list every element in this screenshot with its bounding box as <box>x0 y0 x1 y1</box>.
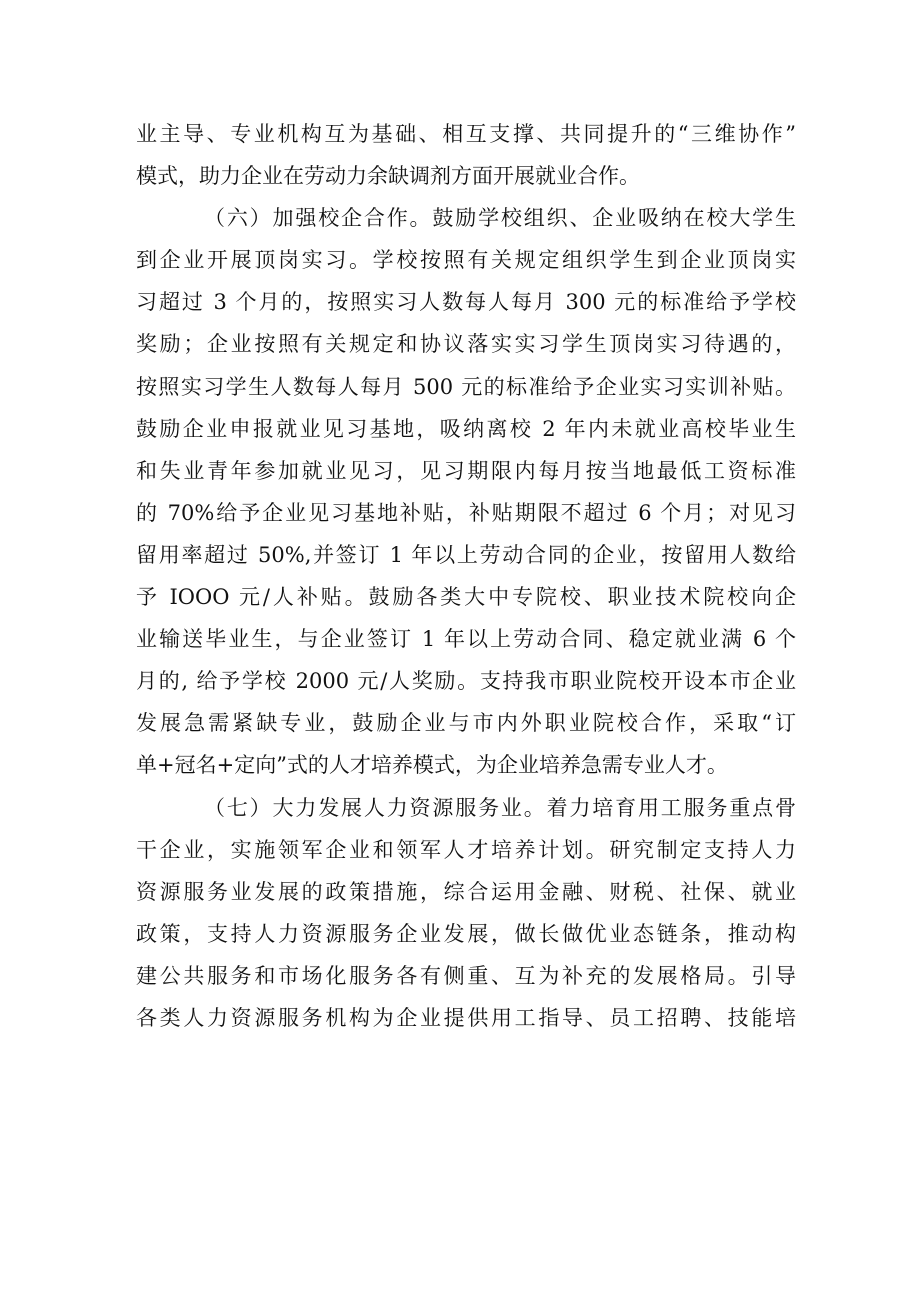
text-line: 业输送毕业生，与企业签订 1 年以上劳动合同、稳定就业满 6 个 <box>136 627 796 652</box>
text-line: 政策，支持人力资源服务企业发展，做长做优业态链条，推动构 <box>136 921 796 946</box>
text-line: （六）加强校企合作。鼓励学校组织、企业吸纳在校大学生 <box>204 206 796 231</box>
text-line: 干企业，实施领军企业和领军人才培养计划。研究制定支持人力 <box>136 837 796 862</box>
text-line: （七）大力发展人力资源服务业。着力培育用工服务重点骨 <box>204 795 796 820</box>
text-line: 业主导、专业机构互为基础、相互支撑、共同提升的“三维协作” <box>136 122 796 146</box>
text-line: 的 70%给予企业见习基地补贴，补贴期限不超过 6 个月；对见习 <box>136 500 796 525</box>
text-line: 单+冠名+定向”式的人才培养模式，为企业培养急需专业人才。 <box>136 753 728 778</box>
text-line: 鼓励企业申报就业见习基地，吸纳离校 2 年内未就业高校毕业生 <box>136 416 796 441</box>
text-line: 按照实习学生人数每人每月 500 元的标准给予企业实习实训补贴。 <box>136 374 796 399</box>
text-line: 资源服务业发展的政策措施，综合运用金融、财税、社保、就业 <box>136 879 796 904</box>
text-line: 予 IOOO 元/人补贴。鼓励各类大中专院校、职业技术院校向企 <box>136 585 796 610</box>
text-line: 到企业开展顶岗实习。学校按照有关规定组织学生到企业顶岗实 <box>136 248 796 273</box>
text-line: 各类人力资源服务机构为企业提供用工指导、员工招聘、技能培 <box>136 1005 796 1030</box>
text-line: 奖励；企业按照有关规定和协议落实实习学生顶岗实习待遇的， <box>136 332 796 357</box>
text-line: 建公共服务和市场化服务各有侧重、互为补充的发展格局。引导 <box>136 963 796 988</box>
text-line: 月的, 给予学校 2000 元/人奖励。支持我市职业院校开设本市企业 <box>136 669 796 694</box>
text-line: 习超过 3 个月的，按照实习人数每人每月 300 元的标准给予学校 <box>136 290 796 315</box>
text-line: 留用率超过 50%,并签订 1 年以上劳动合同的企业，按留用人数给 <box>136 542 796 567</box>
text-line: 发展急需紧缺专业，鼓励企业与市内外职业院校合作，采取“订 <box>136 711 796 736</box>
document-body <box>136 113 796 1039</box>
text-line: 和失业青年参加就业见习，见习期限内每月按当地最低工资标准 <box>136 458 796 483</box>
text-line: 模式，助力企业在劳动力余缺调剂方面开展就业合作。 <box>136 164 640 189</box>
